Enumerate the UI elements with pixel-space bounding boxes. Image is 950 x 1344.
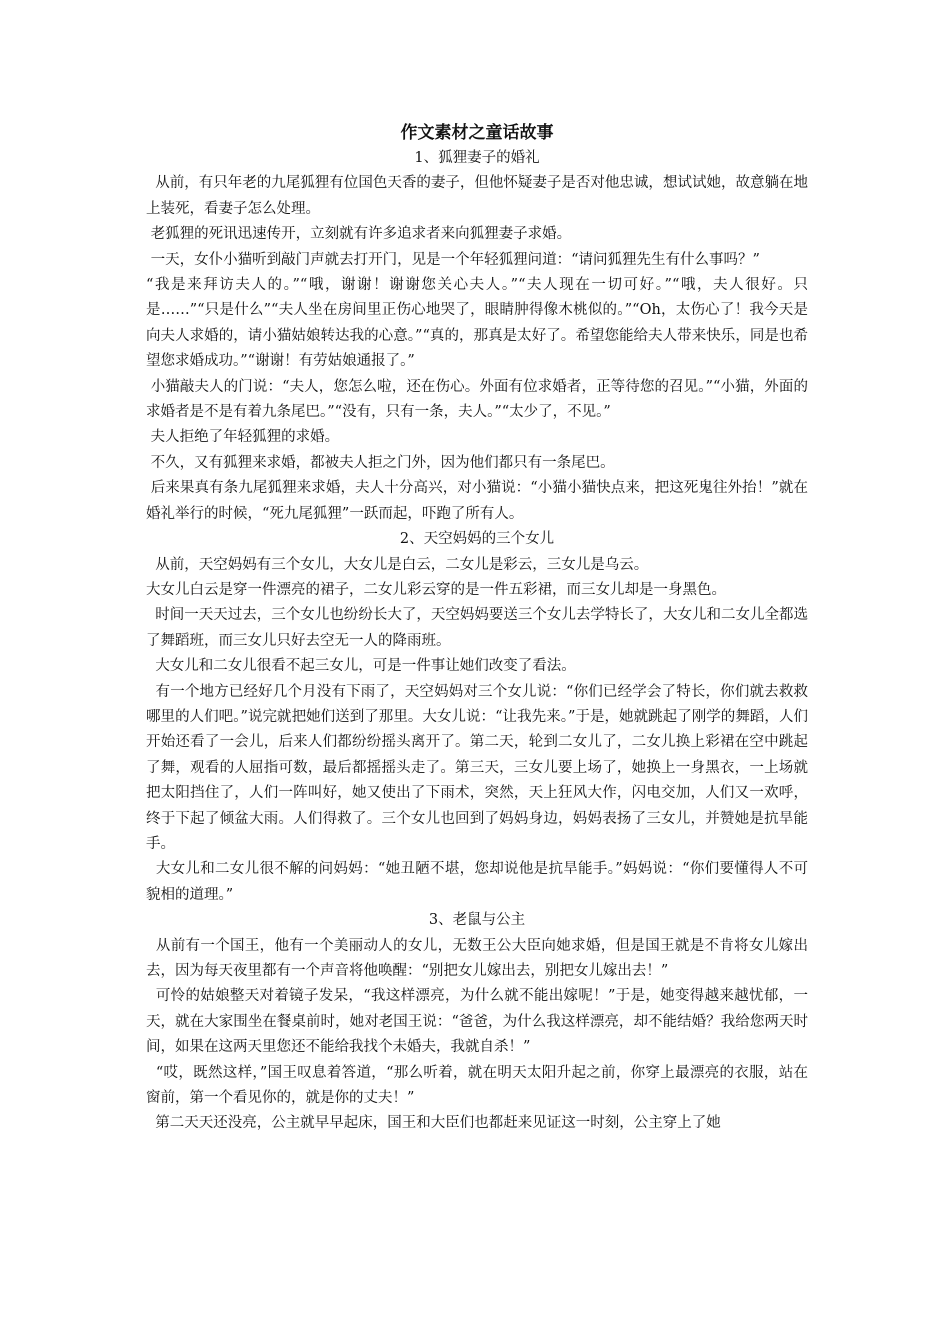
- section-heading: 2、天空妈妈的三个女儿: [399, 531, 555, 548]
- section-heading: 1、狐狸妻子的婚礼: [414, 150, 540, 166]
- paragraph: 不久，又有狐狸来求婚，都被夫人拒之门外，因为他们都只有一条尾巴。: [146, 454, 615, 471]
- paragraph: 从前，有只年老的九尾狐狸有位国色天香的妻子，但他怀疑妻子是否对他忠诚，想试试她，故意躺在地上装死，看妻子怎么处理。: [146, 175, 808, 217]
- paragraph: 夫人拒绝了年轻狐狸的求婚。: [146, 429, 340, 446]
- paragraph: 时间一天天过去，三个女儿也纷纷长大了，天空妈妈要送三个女儿去学特长了，大女儿和二女儿全都选了舞蹈班，而三女儿只好去空无一人的降雨班。: [146, 607, 808, 649]
- paragraph: 大女儿和二女儿很不解的问妈妈：“她丑陋不堪，您却说他是抗旱能手。”妈妈说：“你们要懂得人不可貌相的道理。”: [146, 861, 808, 903]
- paragraph: 后来果真有条九尾狐狸来求婚，夫人十分高兴，对小猫说：“小猫小猫快点来，把这死鬼往外抬！”就在婚礼举行的时候，“死九尾狐狸”一跃而起，吓跑了所有人。: [146, 480, 808, 522]
- paragraph: 可怜的姑娘整天对着镜子发呆，“我这样漂亮，为什么就不能出嫁呢！”于是，她变得越来越忧郁，一天，就在大家围坐在餐桌前时，她对老国王说：“爸爸，为什么我这样漂亮，却不能结婚？我给您两天时间，如果在这两天里您还不能给我找个未婚夫，我就自杀！”: [146, 988, 808, 1056]
- paragraph: 从前有一个国王，他有一个美丽动人的女儿，无数王公大臣向她求婚，但是国王就是不肯将女儿嫁出去，因为每天夜里都有一个声音将他唤醒：“别把女儿嫁出去，别把女儿嫁出去！”: [146, 937, 808, 979]
- paragraph: 小猫敲夫人的门说：“夫人，您怎么啦，还在伤心。外面有位求婚者，正等待您的召见。”“小猫，外面的求婚者是不是有着九条尾巴。”“没有，只有一条，夫人。”“太少了，不见。”: [146, 378, 808, 421]
- paragraph: 老狐狸的死讯迅速传开，立刻就有许多追求者来向狐狸妻子求婚。: [146, 226, 572, 243]
- document-title: 作文素材之童话故事: [400, 123, 554, 143]
- paragraph: 从前，天空妈妈有三个女儿，大女儿是白云，二女儿是彩云，三女儿是乌云。: [146, 556, 649, 573]
- document-page: [146, 120, 808, 1137]
- story-section: [146, 908, 808, 1137]
- story-section: [146, 146, 808, 527]
- paragraph: 第二天天还没亮，公主就早早起床，国王和大臣们也都赶来见证这一时刻，公主穿上了她: [146, 1115, 721, 1132]
- section-heading: 3、老鼠与公主: [428, 912, 526, 929]
- paragraph: 一天，女仆小猫听到敲门声就去打开门，见是一个年轻狐狸问道：“请问狐狸先生有什么事吗？”: [146, 251, 760, 268]
- story-section: [146, 527, 808, 908]
- paragraph: 大女儿和二女儿很看不起三女儿，可是一件事让她们改变了看法。: [146, 658, 576, 675]
- paragraph: “我是来拜访夫人的。”“哦，谢谢！谢谢您关心夫人。”“夫人现在一切可好。”“哦，夫人很好。只是……”“只是什么”“夫人坐在房间里正伤心地哭了，眼睛肿得像木桃似的。”“Oh，太伤心了！我今天是向夫人求婚的，请小猫姑娘转达我的心意。”“真的，那真是太好了。希望您能给夫人带来快乐，同是也希望您求婚成功。”“谢谢！有劳姑娘通报了。”: [146, 277, 808, 370]
- paragraph: 大女儿白云是穿一件漂亮的裙子，二女儿彩云穿的是一件五彩裙，而三女儿却是一身黑色。: [146, 581, 726, 598]
- paragraph: 有一个地方已经好几个月没有下雨了，天空妈妈对三个女儿说：“你们已经学会了特长，你们就去救救哪里的人们吧。”说完就把她们送到了那里。大女儿说：“让我先来。”于是，她就跳起了刚学的舞蹈，人们开始还看了一会儿，后来人们都纷纷摇头离开了。第二天，轮到二女儿了，二女儿换上彩裙在空中跳起了舞，观看的人屈指可数，最后都摇摇头走了。第三天，三女儿要上场了，她换上一身黑衣，一上场就把太阳挡住了，人们一阵叫好，她又使出了下雨术，突然，天上狂风大作，闪电交加，人们又一欢呼，终于下起了倾盆大雨。人们得救了。三个女儿也回到了妈妈身边，妈妈表扬了三女儿，并赞她是抗旱能手。: [146, 683, 808, 852]
- document-body: [146, 146, 808, 1137]
- paragraph: “哎，既然这样，”国王叹息着答道，“那么听着，就在明天太阳升起之前，你穿上最漂亮的衣服，站在窗前，第一个看见你的，就是你的丈夫！”: [146, 1064, 808, 1107]
